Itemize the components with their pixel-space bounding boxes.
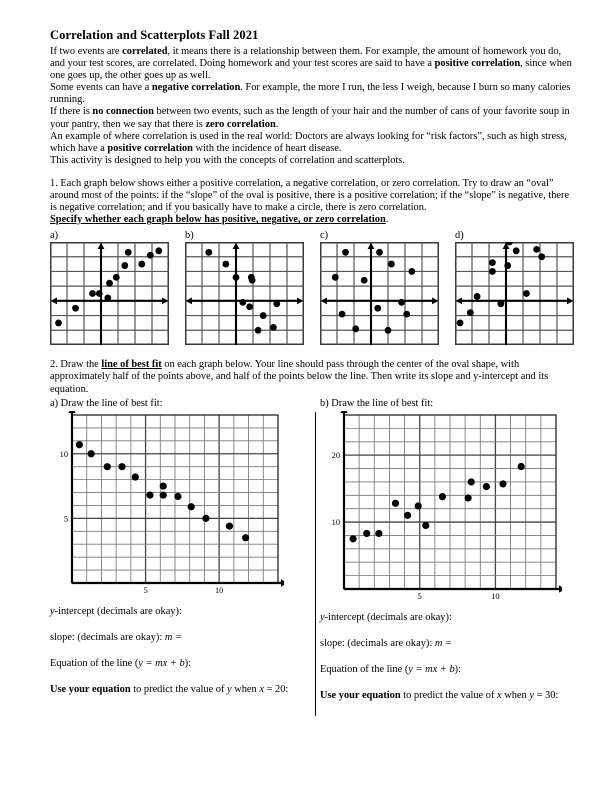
- emphasis-term: zero correlation: [205, 118, 276, 130]
- graph-c-label: c): [320, 230, 329, 242]
- prompt-text: Equation of the line (: [320, 663, 409, 675]
- data-point: [205, 249, 212, 256]
- data-point: [339, 311, 346, 318]
- question-1-block: [50, 178, 578, 226]
- data-point: [363, 529, 370, 536]
- data-point: [403, 311, 410, 318]
- data-point: [342, 249, 349, 256]
- use-your-equation-emphasis: Use your equation: [50, 683, 131, 695]
- prompt-slope: [50, 632, 320, 644]
- body-text: , since when one goes up, the other goes up as well.: [50, 58, 572, 82]
- question-2-body-rest: on each graph below. Your line should pass through the center of the oval shape, with approximately half of the points above, and half of the points below the line. Then write its slope and y-intercept and its equation.: [50, 359, 549, 395]
- prompt-text: ):: [454, 663, 461, 675]
- data-point: [415, 502, 422, 509]
- answers-column-a: [50, 606, 320, 696]
- x-axis-tick-label: 10: [214, 585, 224, 595]
- question-1-graph-a-cell: [50, 230, 180, 345]
- data-point: [155, 248, 162, 255]
- data-point: [96, 290, 103, 297]
- data-point: [483, 483, 490, 490]
- body-text: .: [275, 118, 279, 130]
- prompt-text: = 30:: [533, 689, 559, 701]
- question-2-block: [50, 359, 578, 395]
- data-point: [132, 473, 139, 480]
- scatter-svg: [50, 411, 284, 597]
- question-2-graph-row: [50, 397, 578, 701]
- prompt-yint: [50, 606, 320, 618]
- question-1-graph-c-cell: [320, 230, 450, 345]
- body-text: between two events, such as the length of your hair and the number of cans of your favorite soup in your pantry, then we say that there is: [50, 106, 570, 130]
- intro-paragraph-2: [50, 82, 578, 106]
- data-point: [233, 274, 240, 281]
- graph-d-label: d): [455, 230, 464, 242]
- scatter-svg: [455, 242, 574, 345]
- data-point: [242, 534, 249, 541]
- graph-b-label: b): [185, 230, 194, 242]
- question-1-graph-row: [50, 230, 578, 350]
- data-point: [349, 535, 356, 542]
- scatterplot-1a: [50, 242, 169, 345]
- scatterplot-1b: [185, 242, 304, 345]
- body-text: An example of where correlation is used in the real world: Doctors are always looking for “risk factors”, such as high stress, which have a: [50, 130, 567, 154]
- question-2-body: [50, 359, 578, 395]
- data-point: [125, 249, 132, 256]
- intro-paragraph-1: [50, 46, 578, 82]
- prompt-equation: [320, 664, 578, 676]
- body-text: , it means there is a relationship between them. For example, the amount of homework you do, and your test scores, are correlated. Doing homework and your test scores are said to have a: [50, 46, 562, 70]
- data-point: [106, 280, 113, 287]
- line-equation-formula: y = mx + b: [408, 663, 455, 675]
- emphasis-term: correlated: [122, 46, 168, 57]
- slope-variable: m =: [434, 637, 452, 649]
- data-point: [255, 327, 262, 334]
- slope-variable: m =: [164, 631, 182, 643]
- data-point: [76, 441, 83, 448]
- body-text: This activity is designed to help you with the concepts of correlation and scatterplots.: [50, 154, 405, 166]
- data-point: [174, 492, 181, 499]
- question-2-column-b: [320, 398, 578, 716]
- intro-paragraph-5: [50, 155, 578, 167]
- scatterplot-2a: [50, 411, 320, 597]
- prompt-text: when: [231, 683, 260, 695]
- data-point: [376, 249, 383, 256]
- scatter-svg: [50, 242, 169, 345]
- y-axis-tick-label: 20: [331, 450, 340, 460]
- data-point: [499, 480, 506, 487]
- body-text: with the incidence of heart disease.: [192, 142, 342, 154]
- data-point: [246, 304, 253, 311]
- prompt-text: -intercept (decimals are okay):: [54, 605, 182, 617]
- data-point: [474, 293, 481, 300]
- question-1-graph-b-cell: [185, 230, 315, 345]
- data-point: [513, 248, 520, 255]
- data-point: [489, 260, 496, 267]
- data-point: [239, 299, 246, 306]
- prompt-yint: [320, 612, 578, 624]
- data-point: [202, 514, 209, 521]
- intro-text-block: [50, 46, 578, 167]
- prompt-text: ):: [184, 657, 191, 669]
- graph-2a-label: a) Draw the line of best fit:: [50, 397, 163, 409]
- data-point: [222, 261, 229, 268]
- data-point: [385, 327, 392, 334]
- data-point: [188, 503, 195, 510]
- data-point: [404, 511, 411, 518]
- y-axis-tick-label: 10: [59, 449, 68, 459]
- data-point: [457, 320, 464, 327]
- prompt-equation: [50, 658, 320, 670]
- prompt-text: -intercept (decimals are okay):: [324, 611, 452, 623]
- data-point: [439, 493, 446, 500]
- data-point: [468, 478, 475, 485]
- data-point: [88, 450, 95, 457]
- data-point: [273, 301, 280, 308]
- body-text: Some events can have a: [50, 82, 152, 94]
- prompt-slope: [320, 638, 578, 650]
- data-point: [465, 494, 472, 501]
- data-point: [113, 274, 120, 281]
- emphasis-term: positive correlation: [434, 58, 521, 70]
- data-point: [55, 320, 62, 327]
- prompt-predict: [50, 684, 320, 696]
- data-point: [72, 305, 79, 312]
- data-point: [518, 463, 525, 470]
- intro-paragraph-4: [50, 131, 578, 155]
- data-point: [374, 305, 381, 312]
- data-point: [375, 529, 382, 536]
- question-1-instruction-tail: .: [385, 214, 389, 226]
- data-point: [523, 290, 530, 297]
- prompt-text: = 20:: [263, 683, 289, 695]
- data-point: [104, 295, 111, 302]
- scatter-svg: [320, 242, 439, 345]
- emphasis-term: positive correlation: [107, 142, 193, 154]
- y-variable: y: [50, 605, 55, 617]
- data-point: [332, 274, 339, 281]
- scatter-svg: [320, 411, 562, 603]
- line-equation-formula: y = mx + b: [138, 657, 185, 669]
- data-point: [147, 252, 154, 259]
- data-point: [398, 299, 405, 306]
- question-1-instruction-bold: Specify whether each graph below has positive, negative, or zero correlation: [50, 214, 386, 226]
- prompt-text: Equation of the line (: [50, 657, 139, 669]
- line-of-best-fit-term: line of best fit: [101, 359, 162, 371]
- data-point: [160, 491, 167, 498]
- data-point: [121, 262, 128, 269]
- data-point: [89, 290, 96, 297]
- page-title: Correlation and Scatterplots Fall 2021: [50, 28, 259, 42]
- graph-a-label: a): [50, 230, 59, 242]
- prompt-text: to predict the value of: [400, 689, 498, 701]
- data-point: [226, 522, 233, 529]
- data-point: [392, 499, 399, 506]
- data-point: [538, 254, 545, 261]
- data-point: [249, 277, 256, 284]
- emphasis-term: no connection: [92, 106, 154, 118]
- data-point: [388, 261, 395, 268]
- data-point: [160, 482, 167, 489]
- prompt-predict: [320, 690, 578, 702]
- data-point: [270, 324, 277, 331]
- question-1-graph-d-cell: [455, 230, 585, 345]
- data-point: [138, 261, 145, 268]
- question-2-body-pre: 2. Draw the: [50, 359, 102, 371]
- predict-given-variable: y: [529, 689, 534, 701]
- y-axis-tick-label: 5: [63, 513, 68, 523]
- scatterplot-1c: [320, 242, 439, 345]
- data-point: [422, 521, 429, 528]
- scatterplot-1d: [455, 242, 574, 345]
- data-point: [361, 277, 368, 284]
- body-text: If two events are: [50, 46, 123, 57]
- data-point: [533, 246, 540, 253]
- question-1-body: 1. Each graph below shows either a positive correlation, a negative correlation, or zero correlation. Try to draw an “oval” around most of the points: if the “slope” of the oval is positive, there is a positive correlation; if the “slope” is negative, there is negative correlation; and if you basically have to make a circle, there is zero correlation.: [50, 177, 570, 214]
- prompt-text: when: [501, 689, 530, 701]
- data-point: [504, 262, 511, 269]
- prompt-text: slope: (decimals are okay):: [50, 631, 165, 643]
- use-your-equation-emphasis: Use your equation: [320, 689, 401, 701]
- y-variable: y: [320, 611, 325, 623]
- body-text: . For example, the more I run, the less I weigh, because I burn so many calories running.: [50, 82, 571, 106]
- prompt-text: to predict the value of: [130, 683, 228, 695]
- data-point: [408, 268, 415, 275]
- x-axis-tick-label: 10: [491, 591, 500, 601]
- worksheet-content: [50, 28, 578, 701]
- x-axis-tick-label: 5: [417, 591, 422, 601]
- graph-2b-label: b) Draw the line of best fit:: [320, 397, 434, 409]
- predict-target-variable: x: [497, 689, 502, 701]
- data-point: [146, 491, 153, 498]
- body-text: If there is: [50, 106, 93, 118]
- prompt-text: slope: (decimals are okay):: [320, 637, 435, 649]
- data-point: [104, 463, 111, 470]
- predict-given-variable: x: [259, 683, 264, 695]
- scatter-svg: [185, 242, 304, 345]
- data-point: [489, 268, 496, 275]
- question-1-instruction: [50, 214, 578, 226]
- question-2-column-a: [50, 398, 320, 710]
- data-point: [260, 312, 267, 319]
- y-axis-tick-label: 10: [331, 517, 340, 527]
- emphasis-term: negative correlation: [151, 82, 241, 94]
- data-point: [352, 326, 359, 333]
- predict-target-variable: y: [227, 683, 232, 695]
- x-axis-tick-label: 5: [143, 585, 148, 595]
- data-point: [467, 310, 474, 317]
- data-point: [118, 463, 125, 470]
- scatterplot-2b: [320, 411, 578, 603]
- answers-column-b: [320, 612, 578, 702]
- data-point: [498, 301, 505, 308]
- intro-paragraph-3: [50, 106, 578, 130]
